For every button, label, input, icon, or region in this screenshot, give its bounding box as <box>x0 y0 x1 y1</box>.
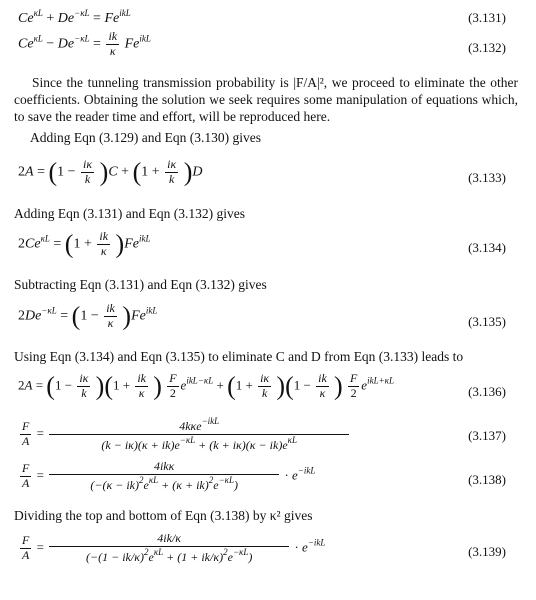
equation-number: (3.135) <box>468 314 506 329</box>
equation-3-138: $\frac{F}{A}$ = $\frac{\text{4ikκ}}{(-(\kappa - ik)^2e^{\kappa L} + (\kappa + ik)^2e^{-\kappa L})}$ · $e^{-ikL}$ <box>22 459 316 492</box>
equation-number: (3.132) <box>468 40 506 55</box>
equation-3-134: $2Ce^{\kappa L} = (1$ + $\frac{ik}{\kappa}$ )$Fe^{ikL}$ <box>18 229 151 259</box>
equation-number: (3.136) <box>468 384 506 399</box>
equation-number: (3.131) <box>468 10 506 25</box>
equation-number: (3.139) <box>468 544 506 559</box>
equation-3-137: $\frac{F}{A}$ = $\frac{4k\kappa e^{-ikL}}{(k - i\kappa)(\kappa + ik)e^{-\kappa L} + (k + i\kappa)(\kappa - ik)e^{\kappa L}}$ <box>18 416 351 453</box>
equation-3-132: $Ce^{\kappa L} - De^{-\kappa L}$ = $\frac{ik}{\kappa}$ $Fe^{ikL}$ <box>18 29 151 58</box>
equation-number: (3.134) <box>468 240 506 255</box>
equation-3-131: $Ce^{\kappa L} + De^{-\kappa L} = Fe^{ikL}$ <box>18 8 131 26</box>
text-line: Adding Eqn (3.131) and Eqn (3.132) gives <box>14 206 245 221</box>
equation-3-139: $\frac{F}{A}$ = $\frac{4ik/\kappa}{(-(1 - ik/\kappa)^2e^{\kappa L} + (1 + ik/\kappa)^2e^{-\kappa L})}$ · $e^{-ikL}$ <box>22 531 326 564</box>
equation-number: (3.133) <box>468 170 506 185</box>
equation-3-136: 2A = (1 − $\frac{i\kappa}{k}$ )(1 + $\frac{ik}{\kappa}$ ) $\frac{F}{2}$ $e^{ikL-\kappa L} + (1$ + $\frac{i\kappa}{k}$ )(1 − $\frac{ik}{\kappa}$ ) $\frac{F}{2}$ $e^{ikL+\kappa L}$ <box>18 371 394 401</box>
text-line: Dividing the top and bottom of Eqn (3.138) by κ² gives <box>14 508 313 523</box>
equation-3-133: 2A = (1 − $\frac{i\kappa}{k}$ )C + (1 + $\frac{i\kappa}{k}$ )D <box>18 157 203 187</box>
text-line: Subtracting Eqn (3.131) and Eqn (3.132) gives <box>14 277 267 292</box>
paragraph: Since the tunneling transmission probability is |F/A|², we proceed to eliminate the other coefficients. Obtaining the solution we seek requires some manipulation of equations which, to save the reader time and effort, will be reproduced here. <box>14 75 518 124</box>
text-line: Adding Eqn (3.129) and Eqn (3.130) gives <box>30 130 261 145</box>
equation-number: (3.138) <box>468 472 506 487</box>
equation-number: (3.137) <box>468 428 506 443</box>
equation-3-135: $2De^{-\kappa L} = (1$ − $\frac{ik}{\kappa}$ )$Fe^{ikL}$ <box>18 301 158 331</box>
text-line: Using Eqn (3.134) and Eqn (3.135) to eliminate C and D from Eqn (3.133) leads to <box>14 349 464 364</box>
